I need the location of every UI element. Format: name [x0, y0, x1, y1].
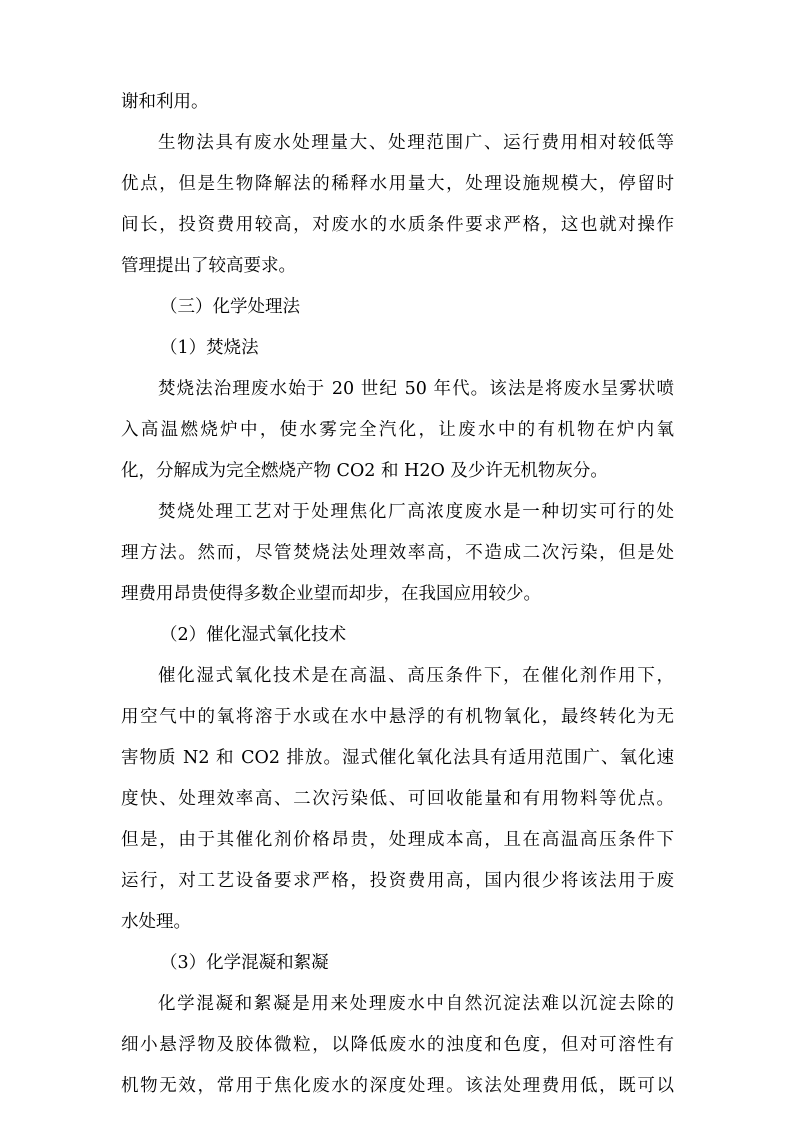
section-heading: （三）化学处理法 [160, 297, 300, 317]
text-line: 化，分解成为完全燃烧产物 CO2 和 H2O 及少许无机物灰分。 [121, 461, 608, 481]
text-line: 谢和利用。 [121, 92, 209, 112]
subsection-heading: （2）催化湿式氧化技术 [160, 625, 347, 645]
text-line: 入高温燃烧炉中，使水雾完全汽化，让废水中的有机物在炉内氧 [121, 420, 674, 440]
subsection-heading: （1）焚烧法 [160, 338, 259, 358]
subsection-heading: （3）化学混凝和絮凝 [160, 953, 329, 973]
text-line: 运行，对工艺设备要求严格，投资费用高，国内很少将该法用于废 [121, 871, 674, 891]
text-line: 优点，但是生物降解法的稀释水用量大，处理设施规模大，停留时 [121, 174, 674, 194]
text-line: 间长，投资费用较高，对废水的水质条件要求严格，这也就对操作 [121, 215, 674, 235]
paragraph-first-line: 生物法具有废水处理量大、处理范围广、运行费用相对较低等 [158, 133, 674, 153]
text-line: 管理提出了较高要求。 [121, 256, 296, 276]
paragraph-first-line: 焚烧法治理废水始于 20 世纪 50 年代。该法是将废水呈雾状喷 [158, 379, 674, 399]
text-line: 理费用昂贵使得多数企业望而却步，在我国应用较少。 [121, 584, 541, 604]
text-line: 害物质 N2 和 CO2 排放。湿式催化氧化法具有适用范围广、氧化速 [121, 748, 674, 768]
text-line: 机物无效，常用于焦化废水的深度处理。该法处理费用低，既可以 [121, 1076, 674, 1096]
paragraph-first-line: 焚烧处理工艺对于处理焦化厂高浓度废水是一种切实可行的处 [158, 502, 674, 522]
text-line: 但是，由于其催化剂价格昂贵，处理成本高，且在高温高压条件下 [121, 830, 674, 850]
text-line: 度快、处理效率高、二次污染低、可回收能量和有用物料等优点。 [121, 789, 674, 809]
text-line: 理方法。然而，尽管焚烧法处理效率高，不造成二次污染，但是处 [121, 543, 674, 563]
paragraph-first-line: 催化湿式氧化技术是在高温、高压条件下，在催化剂作用下， [158, 666, 674, 686]
paragraph-first-line: 化学混凝和絮凝是用来处理废水中自然沉淀法难以沉淀去除的 [158, 994, 674, 1014]
text-line: 用空气中的氧将溶于水或在水中悬浮的有机物氧化，最终转化为无 [121, 707, 674, 727]
text-line: 细小悬浮物及胶体微粒，以降低废水的浊度和色度，但对可溶性有 [121, 1035, 674, 1055]
text-line: 水处理。 [121, 912, 191, 932]
